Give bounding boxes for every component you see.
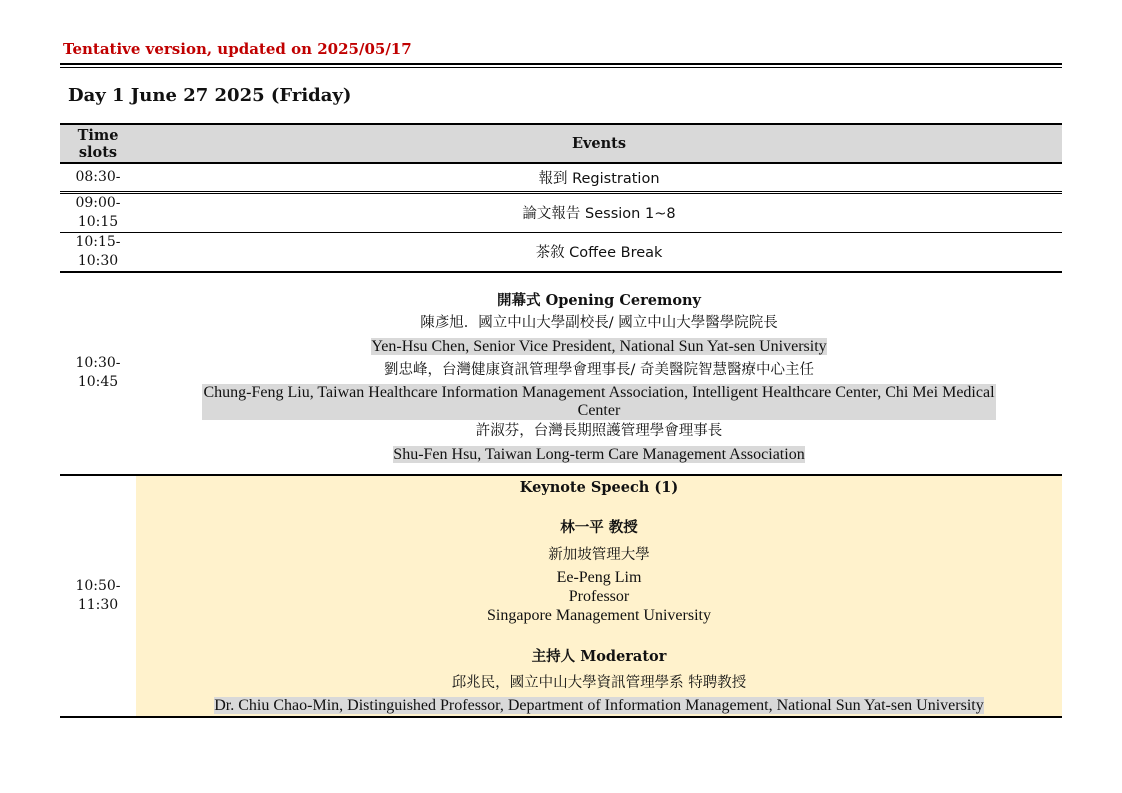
ceremony-title: 開幕式 Opening Ceremony: [497, 291, 701, 309]
moderator-en: Dr. Chiu Chao-Min, Distinguished Professor, Department of Information Management, National Sun Yat-sen University: [214, 696, 984, 714]
event-cell: [136, 192, 1062, 232]
event-cell: [136, 163, 1062, 192]
time-slot: [60, 192, 136, 232]
table-row: [60, 163, 1062, 192]
speaker-zh: 陳彥旭．國立中山大學副校長/ 國立中山大學醫學院院長: [420, 314, 778, 331]
time-end: 10:45: [77, 374, 119, 390]
header-time-line2: slots: [78, 143, 118, 161]
speaker-zh: 許淑芬，台灣長期照護管理學會理事長: [475, 422, 723, 439]
top-divider: [60, 63, 1062, 65]
keynote-position: Professor: [568, 587, 630, 605]
keynote-affiliation-en: Singapore Management University: [487, 606, 711, 624]
time-start: 08:30-: [75, 168, 121, 185]
speaker-en-line2: Center: [577, 401, 621, 419]
event-label: 茶敘 Coffee Break: [535, 245, 663, 261]
keynote-affiliation-zh: 新加坡管理大學: [548, 546, 650, 563]
keynote-speaker-zh: 林一平 教授: [560, 519, 638, 536]
event-label: 報到 Registration: [538, 170, 660, 187]
version-notice: Tentative version, updated on 2025/05/17: [63, 40, 412, 58]
time-end: 10:15: [77, 213, 119, 230]
keynote-speaker-en: Ee-Peng Lim: [556, 568, 642, 586]
time-slot: [60, 163, 136, 192]
header-time-slots: [60, 124, 136, 163]
speaker-en: Yen-Hsu Chen, Senior Vice President, National Sun Yat-sen University: [371, 337, 827, 355]
time-start: 10:30-: [75, 355, 121, 371]
event-cell: [136, 232, 1062, 272]
moderator-title: 主持人 Moderator: [531, 647, 667, 665]
speaker-en: Shu-Fen Hsu, Taiwan Long-term Care Management Association: [393, 445, 805, 463]
top-divider-secondary: [60, 67, 1062, 68]
schedule-table: [60, 123, 1062, 718]
time-slot: [60, 272, 136, 475]
table-row-keynote: [60, 475, 1062, 717]
table-row: [60, 232, 1062, 272]
table-row: [60, 192, 1062, 232]
time-end: 11:30: [77, 596, 119, 613]
speaker-en-line1: Chung-Feng Liu, Taiwan Healthcare Information Management Association, Intelligent Healthcare Center, Chi Mei Medical: [203, 383, 995, 401]
table-row-opening-ceremony: [60, 272, 1062, 475]
keynote-title: Keynote Speech (1): [519, 478, 679, 496]
time-slot: [60, 475, 136, 717]
speaker-zh: 劉忠峰，台灣健康資訊管理學會理事長/ 奇美醫院智慧醫療中心主任: [384, 361, 814, 378]
table-header-row: [60, 124, 1062, 163]
speaker-en: [202, 384, 995, 420]
event-label: 論文報告 Session 1~8: [522, 206, 676, 222]
time-slot: [60, 232, 136, 272]
header-time-line1: Time: [77, 126, 119, 144]
day-title: Day 1 June 27 2025 (Friday): [68, 85, 352, 106]
time-start: 10:15-: [75, 233, 121, 250]
time-start: 10:50-: [75, 577, 121, 594]
keynote-cell: [136, 475, 1062, 717]
time-start: 09:00-: [75, 194, 121, 211]
moderator-zh: 邱兆民，國立中山大學資訊管理學系 特聘教授: [451, 674, 747, 691]
time-end: 10:30: [77, 252, 119, 269]
ceremony-cell: [136, 272, 1062, 475]
header-events: Events: [136, 124, 1062, 163]
